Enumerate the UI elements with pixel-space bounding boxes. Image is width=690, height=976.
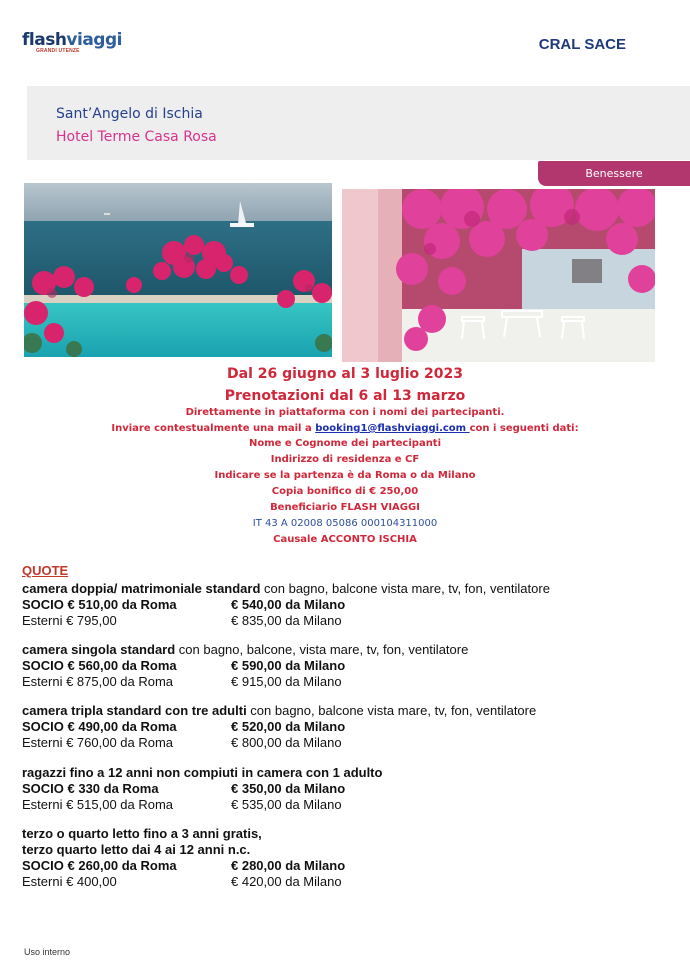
quote-2-name: camera singola standard (22, 642, 176, 657)
hotel-title: Hotel Terme Casa Rosa (56, 129, 217, 145)
quote-5-name-2: terzo quarto letto dai 4 ai 12 anni n.c. (22, 842, 251, 857)
quote-5-esterni-roma: Esterni € 400,00 (22, 874, 117, 889)
quote-2-esterni-row (22, 674, 342, 689)
quote-4-heading (22, 765, 382, 780)
quote-4-socio-milano: € 350,00 da Milano (231, 781, 346, 796)
info-line-3: Nome e Cognome dei partecipanti (248, 438, 442, 449)
quote-3-esterni-milano: € 800,00 da Milano (231, 735, 342, 750)
logo-subtitle: GRANDI UTENZE (36, 48, 80, 54)
quote-5-esterni-row (22, 874, 342, 889)
info-line-5: Indicare se la partenza è da Roma o da Milano (214, 470, 476, 481)
quote-1-socio-roma: SOCIO € 510,00 da Roma (22, 597, 177, 612)
quote-2-esterni-milano: € 915,00 da Milano (231, 674, 342, 689)
quote-2-desc: con bagno, balcone, vista mare, tv, fon, ventilatore (175, 642, 469, 657)
booking-email-link[interactable]: booking1@flashviaggi.com (315, 423, 470, 434)
flashviaggi-logo (22, 30, 132, 60)
quote-3-socio-roma: SOCIO € 490,00 da Roma (22, 719, 177, 734)
terrace-photo (342, 189, 655, 362)
quote-5-heading-2 (22, 842, 250, 857)
quote-1-esterni-row (22, 613, 342, 628)
quote-5-esterni-milano: € 420,00 da Milano (231, 874, 342, 889)
quote-5-socio-row (22, 858, 346, 873)
iban-line: IT 43 A 02008 05086 000104311000 (252, 518, 438, 529)
quote-2-esterni-roma: Esterni € 875,00 da Roma (22, 674, 174, 689)
location-title: Sant’Angelo di Ischia (56, 106, 203, 122)
quote-3-esterni-row (22, 735, 342, 750)
info-line-4: Indirizzo di residenza e CF (270, 454, 420, 465)
quote-4-socio-row (22, 781, 346, 796)
logo-accent-text: viaggi (66, 30, 122, 50)
quote-5-socio-roma: SOCIO € 260,00 da Roma (22, 858, 177, 873)
quote-1-name: camera doppia/ matrimoniale standard (22, 581, 261, 596)
info-line-2 (0, 423, 690, 434)
logo-main-text: flash (22, 30, 67, 50)
header-banner (27, 86, 690, 160)
quote-4-esterni-milano: € 535,00 da Milano (231, 797, 342, 812)
logo-wordmark (22, 30, 122, 50)
info-line-9: Causale ACCONTO ISCHIA (273, 534, 417, 545)
quote-3-socio-row (22, 719, 346, 734)
info-line-1: Direttamente in piattaforma con i nomi dei partecipanti. (185, 407, 505, 418)
info-line-6: Copia bonifico di € 250,00 (271, 486, 419, 497)
quote-2-socio-roma: SOCIO € 560,00 da Roma (22, 658, 177, 673)
quote-1-esterni-milano: € 835,00 da Milano (231, 613, 342, 628)
info-line-7: Beneficiario FLASH VIAGGI (270, 502, 420, 513)
quote-5-socio-milano: € 280,00 da Milano (231, 858, 346, 873)
booking-period: Prenotazioni dal 6 al 13 marzo (224, 388, 466, 404)
quote-4-socio-roma: SOCIO € 330 da Roma (22, 781, 159, 796)
quotes-title: QUOTE (22, 563, 69, 578)
category-tag: Benessere (538, 161, 690, 186)
quote-1-heading (22, 581, 550, 596)
quote-2-socio-row (22, 658, 346, 673)
quote-4-name: ragazzi fino a 12 anni non compiuti in camera con 1 adulto (22, 765, 383, 780)
quote-4-esterni-row (22, 797, 342, 812)
info-line-2-prefix: Inviare contestualmente una mail a (111, 423, 316, 434)
footer-note: Uso interno (24, 947, 71, 957)
quote-1-socio-milano: € 540,00 da Milano (231, 597, 346, 612)
quote-5-name-1: terzo o quarto letto fino a 3 anni gratis, (22, 826, 262, 841)
quote-1-esterni-roma: Esterni € 795,00 (22, 613, 117, 628)
quote-3-socio-milano: € 520,00 da Milano (231, 719, 346, 734)
event-dates: Dal 26 giugno al 3 luglio 2023 (227, 366, 463, 382)
client-name: CRAL SACE (538, 36, 626, 53)
quote-3-desc: con bagno, balcone vista mare, tv, fon, ventilatore (246, 703, 537, 718)
info-line-2-suffix: con i seguenti dati: (469, 423, 579, 434)
quote-4-esterni-roma: Esterni € 515,00 da Roma (22, 797, 174, 812)
sea-pool-photo (24, 183, 332, 357)
quote-3-heading (22, 703, 536, 718)
quote-2-socio-milano: € 590,00 da Milano (231, 658, 346, 673)
quote-1-desc: con bagno, balcone vista mare, tv, fon, ventilatore (260, 581, 550, 596)
quote-2-heading (22, 642, 468, 657)
quote-1-socio-row (22, 597, 346, 612)
quote-3-name: camera tripla standard con tre adulti (22, 703, 247, 718)
quote-5-heading-1 (22, 826, 262, 841)
quote-3-esterni-roma: Esterni € 760,00 da Roma (22, 735, 174, 750)
